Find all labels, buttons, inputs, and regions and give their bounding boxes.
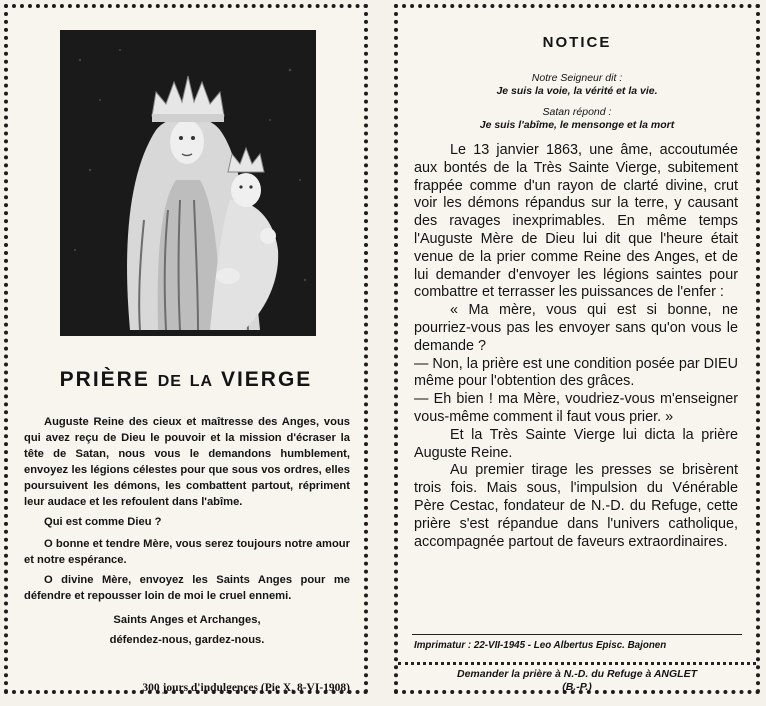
divider bbox=[412, 634, 742, 635]
lord-quote-line: Je suis la voie, la vérité et la vie. bbox=[496, 85, 658, 97]
story-paragraph: — Eh bien ! ma Mère, voudriez-vous m'enseigner vous-même comment il faut vous prier. » bbox=[414, 391, 738, 425]
prayer-closing-line: Saints Anges et Archanges, bbox=[113, 614, 261, 626]
story-paragraph: Le 13 janvier 1863, une âme, accoutumée aux bontés de la Très Sainte Vierge, subitement frappée comme d'un rayon de clarté divine, crut voir les démons répandus sur la terre, y causant des ravages inexprimables. En même temps l'Auguste Mère de Dieu lui dit que l'heure était venue de la prier comme Reine des Anges, et de lui demander d'envoyer les légions saintes pour combattre et terrasser les puissances de l'enfer : bbox=[414, 142, 738, 301]
prayer-paragraph: O divine Mère, envoyez les Saints Anges pour me défendre et repousser loin de moi le cruel ennemi. bbox=[24, 574, 350, 602]
request-line: (B.-P.) bbox=[562, 681, 592, 693]
dotted-divider bbox=[398, 662, 756, 665]
lord-speaker: Notre Seigneur dit : bbox=[531, 72, 623, 84]
story-paragraph: — Non, la prière est une condition posée par DIEU même pour l'obtention des grâces. bbox=[414, 355, 738, 390]
satan-speaker: Satan répond : bbox=[542, 106, 612, 118]
satan-quote bbox=[398, 106, 756, 132]
prayer-question: Qui est comme Dieu ? bbox=[44, 516, 162, 528]
prayer-text bbox=[24, 414, 350, 652]
prayer-paragraph: O bonne et tendre Mère, vous serez toujours notre amour et notre espérance. bbox=[24, 538, 350, 566]
request-line: Demander la prière à N.-D. du Refuge à ANGLET bbox=[457, 668, 697, 680]
story-paragraph: Au premier tirage les presses se brisèrent trois fois. Mais sous, l'impulsion du Vénérable Père Cestac, fondateur de N.-D. du Refuge, cette prière s'est répandue dans l'univers catholique, accompagnée partout de faveurs extraordinaires. bbox=[414, 462, 738, 550]
story-paragraph: « Ma mère, vous qui est si bonne, ne pourriez-vous pas les envoyer sans qu'on vous le demande ? bbox=[414, 302, 738, 354]
satan-quote-line: Je suis l'abîme, le mensonge et la mort bbox=[479, 119, 675, 131]
virgin-and-child-image bbox=[60, 30, 316, 336]
indulgence-note: 300 jours d'indulgences (Pie X, 8-VI-1908) bbox=[142, 682, 350, 694]
prayer-paragraph: Auguste Reine des cieux et maîtresse des Anges, vous qui avez reçu de Dieu le pouvoir et la mission d'écraser la tête de Satan, nous vous le demandons humblement, envoyez les légions célestes pour que sous vos ordres, elles poursuivent les démons, les combattent partout, répriment leur audace et les refoulent dans l'abîme. bbox=[24, 416, 350, 508]
imprimatur: Imprimatur : 22-VII-1945 - Leo Albertus Episc. Bajonen bbox=[414, 640, 667, 651]
prayer-closing-line: défendez-nous, gardez-nous. bbox=[109, 634, 265, 646]
prayer-card-left bbox=[4, 4, 368, 694]
notice-title: NOTICE bbox=[542, 34, 612, 51]
request-note bbox=[398, 668, 756, 694]
notice-card-right bbox=[394, 4, 760, 694]
story-paragraph: Et la Très Sainte Vierge lui dicta la prière Auguste Reine. bbox=[414, 426, 738, 461]
prayer-title: PRIÈRE DE LA VIERGE bbox=[59, 368, 313, 391]
crowned-madonna-illustration bbox=[60, 30, 316, 336]
lord-quote bbox=[398, 72, 756, 98]
notice-story bbox=[414, 142, 738, 551]
